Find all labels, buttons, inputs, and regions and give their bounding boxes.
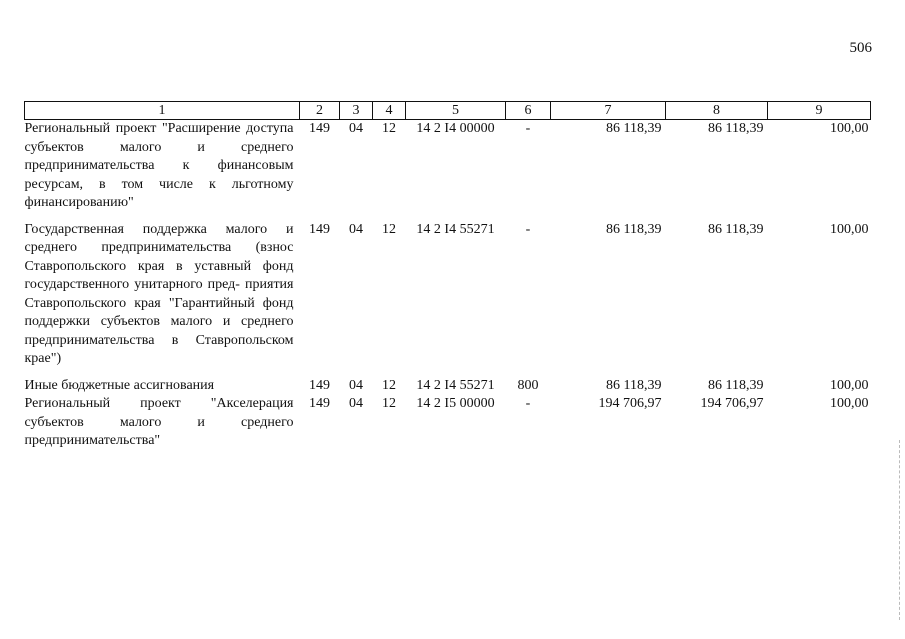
row-col-3: 04	[349, 396, 363, 411]
row-col-6: -	[525, 221, 531, 237]
row-col-9: 100,00	[830, 377, 869, 393]
row-name: Региональный проект "Расширение доступа субъектов малого и среднего предпринимательства к финансовым ресурсам, в том числе к льготному финансированию"	[24, 121, 294, 210]
row-col-9: 100,00	[830, 396, 869, 411]
row-col-3: 04	[349, 221, 363, 237]
row-col-2: 149	[309, 221, 330, 237]
header-row	[25, 102, 871, 120]
row-col-5: 14 2 I4 00000	[416, 121, 495, 136]
row-col-5: 14 2 I5 00000	[416, 396, 495, 411]
row-col-5: 14 2 I4 55271	[416, 377, 495, 393]
page-edge-divider	[899, 440, 901, 620]
row-col-6: -	[525, 121, 531, 136]
column-header-9: 9	[768, 102, 871, 120]
row-col-6: -	[525, 396, 531, 411]
row-col-7: 86 118,39	[606, 377, 662, 393]
row-col-4: 12	[382, 221, 396, 237]
row-col-7: 86 118,39	[606, 221, 662, 237]
row-col-8: 194 706,97	[700, 396, 764, 411]
table-row	[25, 120, 871, 213]
page-number: 506	[849, 40, 872, 56]
row-col-7: 194 706,97	[598, 396, 662, 411]
row-col-2: 149	[309, 396, 330, 411]
row-name: Иные бюджетные ассигнования	[24, 377, 215, 393]
row-col-7: 86 118,39	[606, 121, 662, 136]
row-col-2: 149	[309, 377, 330, 393]
row-col-8: 86 118,39	[708, 221, 764, 237]
column-header-6: 6	[506, 102, 551, 120]
row-name: Региональный проект "Акселерация субъектов малого и среднего предпринимательства"	[24, 396, 294, 448]
column-header-3: 3	[340, 102, 373, 120]
budget-table	[24, 101, 871, 451]
row-col-6: 800	[517, 377, 539, 393]
row-col-4: 12	[382, 121, 396, 136]
row-col-9: 100,00	[830, 221, 869, 237]
column-header-5: 5	[406, 102, 506, 120]
row-col-2: 149	[309, 121, 330, 136]
table-row	[25, 369, 871, 396]
column-header-8: 8	[666, 102, 768, 120]
row-col-8: 86 118,39	[708, 121, 764, 136]
column-header-1: 1	[25, 102, 300, 120]
row-col-5: 14 2 I4 55271	[416, 221, 495, 237]
table-row	[25, 395, 871, 451]
row-col-8: 86 118,39	[708, 377, 764, 393]
row-col-9: 100,00	[830, 121, 869, 136]
row-col-4: 12	[382, 377, 396, 393]
table-row	[25, 213, 871, 369]
row-col-3: 04	[349, 377, 363, 393]
column-header-4: 4	[373, 102, 406, 120]
column-header-2: 2	[300, 102, 340, 120]
row-col-3: 04	[349, 121, 363, 136]
row-name: Государственная поддержка малого и среднего предпринимательства (взнос Ставропольского края в уставный фонд государственного унитарного пред- приятия Ставропольского края "Гарантийный фонд поддержки субъектов малого и среднего предпринимательства в Ставропольском крае")	[24, 221, 294, 366]
column-header-7: 7	[551, 102, 666, 120]
row-col-4: 12	[382, 396, 396, 411]
